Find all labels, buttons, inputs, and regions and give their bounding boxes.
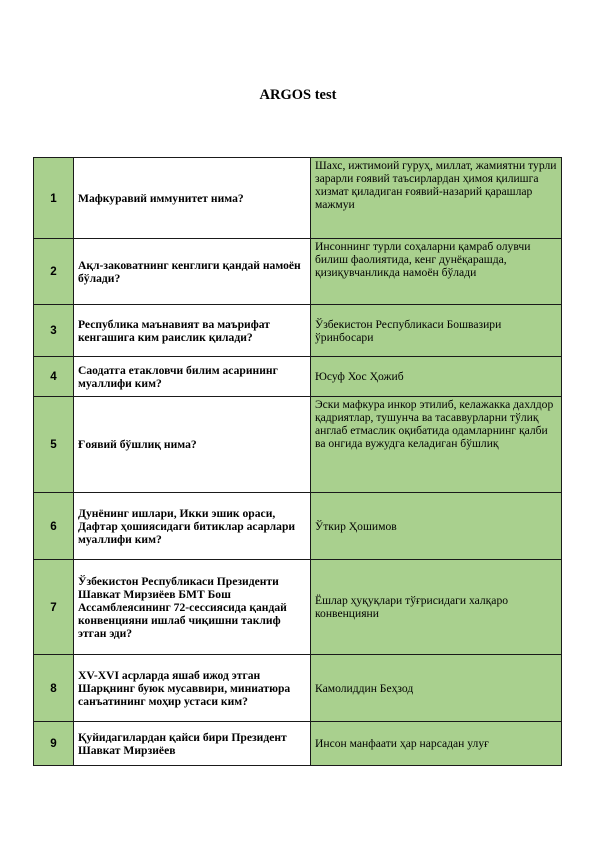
answer-cell: Ўткир Ҳошимов: [311, 493, 562, 560]
page-title: ARGOS test: [259, 87, 337, 103]
table-row: [34, 305, 562, 357]
row-number: 1: [34, 158, 74, 239]
question-cell: Республика маънавият ва маърифат кенгашига ким раислик қилади?: [74, 305, 311, 357]
row-number: 2: [34, 239, 74, 305]
row-number: 3: [34, 305, 74, 357]
question-cell: Дунёнинг ишлари, Икки эшик ораси, Дафтар ҳошиясидаги битиклар асарлари муаллифи ким?: [74, 493, 311, 560]
qa-table: [33, 157, 562, 766]
question-cell: XV-XVI асрларда яшаб ижод этган Шарқнинг буюк мусаввири, миниатюра санъатининг моҳир устаси ким?: [74, 655, 311, 722]
answer-cell: Инсон манфаати ҳар нарсадан улуғ: [311, 722, 562, 766]
table-row: [34, 239, 562, 305]
question-cell: Саодатга етакловчи билим асарининг муаллифи ким?: [74, 357, 311, 397]
question-cell: Мафкуравий иммунитет нима?: [74, 158, 311, 239]
row-number: 7: [34, 560, 74, 655]
question-cell: Ақл-заковатнинг кенглиги қандай намоён бўлади?: [74, 239, 311, 305]
table-row: [34, 655, 562, 722]
row-number: 4: [34, 357, 74, 397]
row-number: 6: [34, 493, 74, 560]
table-row: [34, 493, 562, 560]
table-row: [34, 397, 562, 493]
table-row: [34, 357, 562, 397]
answer-cell: Инсоннинг турли соҳаларни қамраб олувчи билиш фаолиятида, кенг дунёқарашда, қизиқувчанликда намоён бўлади: [311, 239, 562, 305]
answer-cell: Шахс, ижтимоий гуруҳ, миллат, жамиятни турли зарарли ғоявий таъсирлардан ҳимоя қилишга хизмат қиладиган ғоявий-назарий қарашлар мажмуи: [311, 158, 562, 239]
table-row: [34, 158, 562, 239]
answer-cell: Ёшлар ҳуқуқлари тўғрисидаги халқаро конвенцияни: [311, 560, 562, 655]
answer-cell: Юсуф Хос Ҳожиб: [311, 357, 562, 397]
question-cell: Ўзбекистон Республикаси Президенти Шавкат Мирзиёев БМТ Бош Ассамблеясининг 72-сессиясида қандай конвенцияни ишлаб чиқишни таклиф этган эди?: [74, 560, 311, 655]
row-number: 8: [34, 655, 74, 722]
question-cell: Ғоявий бўшлиқ нима?: [74, 397, 311, 493]
table-row: [34, 722, 562, 766]
table-row: [34, 560, 562, 655]
answer-cell: Камолиддин Беҳзод: [311, 655, 562, 722]
answer-cell: Эски мафкура инкор этилиб, келажакка дахлдор қадриятлар, тушунча ва тасаввурларни тўлиқ англаб етмаслик оқибатида одамларнинг қалби ва онгида вужудга келадиган бўшлиқ: [311, 397, 562, 493]
row-number: 9: [34, 722, 74, 766]
row-number: 5: [34, 397, 74, 493]
answer-cell: Ўзбекистон Республикаси Бошвазири ўринбосари: [311, 305, 562, 357]
question-cell: Қуйидагилардан қайси бири Президент Шавкат Мирзиёев: [74, 722, 311, 766]
